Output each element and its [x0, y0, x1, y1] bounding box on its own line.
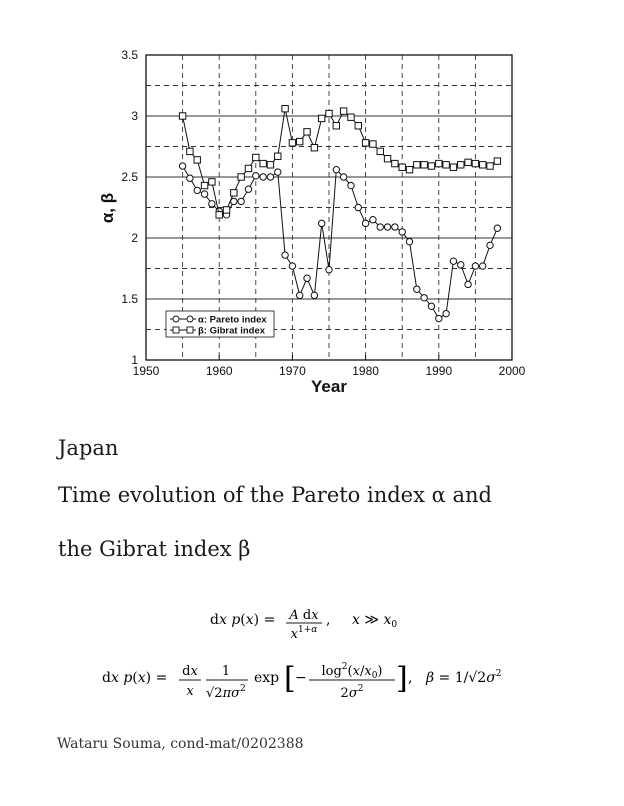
data-point-square [450, 164, 456, 170]
legend-marker-square [187, 327, 193, 333]
data-point-circle [421, 295, 427, 301]
data-point-circle [289, 263, 295, 269]
data-point-square [472, 160, 478, 166]
legend-label: α: Pareto index [198, 314, 267, 326]
data-point-square [209, 179, 215, 185]
svg-text:A dx: A dx [289, 608, 319, 623]
svg-text:β = 1/√2σ2: $\beta = 1/√2\sigma^2$ [426, 669, 502, 686]
data-point-square [348, 114, 354, 120]
data-point-circle [340, 174, 346, 180]
data-point-circle [384, 224, 390, 230]
data-point-circle [458, 262, 464, 268]
data-point-square [414, 162, 420, 168]
svg-text:log2(x/x0): $\log^2(x/x_0)$ [321, 662, 383, 681]
data-point-circle [355, 204, 361, 210]
data-point-square [340, 108, 346, 114]
data-point-square [311, 145, 317, 151]
data-point-circle [377, 224, 383, 230]
data-point-circle [201, 191, 207, 197]
svg-text:√2πσ2: $√2\pi\sigma^2$ [206, 684, 246, 701]
data-point-square [428, 163, 434, 169]
data-point-square [384, 156, 390, 162]
data-point-square [370, 141, 376, 147]
data-point-circle [392, 224, 398, 230]
data-point-circle [209, 201, 215, 207]
data-point-square [253, 154, 259, 160]
data-point-circle [260, 174, 266, 180]
data-point-circle [436, 315, 442, 321]
data-point-circle [326, 267, 332, 273]
svg-text:,: , [326, 612, 331, 628]
series-gibrat [179, 105, 500, 218]
y-axis-label: α, β [98, 192, 117, 224]
caption-line-1: Time evolution of the Pareto index α and [58, 483, 492, 507]
data-point-square [267, 162, 273, 168]
legend-marker-square [173, 327, 179, 333]
data-point-square [377, 148, 383, 154]
legend-label: β: Gibrat index [198, 325, 266, 337]
data-point-square [399, 164, 405, 170]
data-point-circle [443, 310, 449, 316]
data-point-circle [428, 303, 434, 309]
data-point-circle [333, 166, 339, 172]
data-point-square [443, 162, 449, 168]
data-point-square [297, 138, 303, 144]
data-point-circle [275, 169, 281, 175]
data-point-square [179, 113, 185, 119]
data-point-circle [311, 292, 317, 298]
data-point-square [201, 182, 207, 188]
data-point-square [318, 115, 324, 121]
svg-text:dx p(x) =: dx p(x) = [210, 612, 276, 628]
lognormal-formula [102, 660, 532, 708]
data-point-circle [348, 182, 354, 188]
data-point-square [231, 190, 237, 196]
x-tick-label: 1950 [132, 364, 160, 378]
data-point-square [187, 148, 193, 154]
y-tick-label: 3.5 [121, 48, 138, 62]
svg-text:1: 1 [221, 664, 231, 679]
data-point-circle [282, 252, 288, 258]
data-point-circle [406, 238, 412, 244]
data-point-square [362, 140, 368, 146]
data-point-circle [414, 286, 420, 292]
legend [166, 311, 274, 337]
svg-text:x1+α: $x^{1+\alpha}$ [290, 625, 318, 642]
data-point-circle [238, 198, 244, 204]
data-point-square [355, 123, 361, 129]
svg-text:,: , [408, 670, 413, 686]
data-point-square [392, 160, 398, 166]
data-point-square [194, 157, 200, 163]
data-point-square [260, 160, 266, 166]
data-point-circle [399, 229, 405, 235]
x-tick-label: 1990 [425, 364, 453, 378]
data-point-square [216, 212, 222, 218]
svg-text:−: − [295, 670, 307, 686]
series-pareto [179, 163, 500, 322]
data-point-square [304, 129, 310, 135]
data-point-circle [267, 174, 273, 180]
svg-text:exp: exp [254, 670, 280, 686]
series-line [183, 166, 498, 319]
svg-text:2σ2: $2\sigma^2$ [340, 684, 364, 701]
svg-text:]: ] [396, 661, 408, 696]
caption-country: Japan [58, 436, 119, 460]
y-tick-label: 1 [131, 353, 138, 367]
x-tick-label: 1980 [352, 364, 379, 378]
data-point-circle [253, 173, 259, 179]
data-point-circle [480, 263, 486, 269]
svg-text:x: x [186, 684, 194, 699]
legend-marker-circle [173, 316, 179, 322]
citation: Wataru Souma, cond-mat/0202388 [57, 736, 304, 752]
svg-text:x ≫ x0: x ≫ $x_0$ [352, 612, 398, 630]
data-point-circle [187, 175, 193, 181]
data-point-square [275, 153, 281, 159]
y-tick-label: 2 [131, 231, 138, 245]
data-point-circle [487, 242, 493, 248]
data-point-circle [450, 258, 456, 264]
y-tick-label: 1.5 [121, 292, 138, 306]
data-point-square [282, 105, 288, 111]
y-tick-label: 3 [131, 109, 138, 123]
data-point-circle [179, 163, 185, 169]
data-point-circle [494, 225, 500, 231]
series-layer [179, 105, 500, 321]
data-point-square [406, 166, 412, 172]
data-point-square [289, 140, 295, 146]
data-point-square [480, 162, 486, 168]
data-point-circle [297, 292, 303, 298]
legend-marker-circle [187, 316, 193, 322]
data-point-square [223, 207, 229, 213]
data-point-circle [472, 263, 478, 269]
data-point-square [238, 174, 244, 180]
x-tick-label: 2000 [498, 364, 526, 378]
data-point-circle [245, 186, 251, 192]
pareto-formula [210, 605, 440, 649]
data-point-square [326, 110, 332, 116]
data-point-square [333, 123, 339, 129]
data-point-square [436, 160, 442, 166]
data-point-circle [362, 220, 368, 226]
data-point-square [465, 159, 471, 165]
y-tick-label: 2.5 [121, 170, 138, 184]
svg-text:dx p(x) =: dx p(x) = [102, 670, 168, 686]
data-point-circle [465, 281, 471, 287]
data-point-square [458, 162, 464, 168]
svg-text:[: [ [284, 661, 296, 696]
caption-line-2: the Gibrat index β [58, 537, 251, 561]
data-point-square [245, 165, 251, 171]
data-point-circle [370, 217, 376, 223]
svg-text:dx: dx [182, 664, 198, 679]
x-tick-label: 1970 [279, 364, 306, 378]
x-axis-label: Year [311, 377, 347, 396]
x-tick-label: 1960 [205, 364, 233, 378]
data-point-circle [318, 220, 324, 226]
data-point-square [494, 158, 500, 164]
data-point-square [487, 163, 493, 169]
data-point-circle [194, 187, 200, 193]
data-point-square [421, 162, 427, 168]
data-point-circle [304, 275, 310, 281]
